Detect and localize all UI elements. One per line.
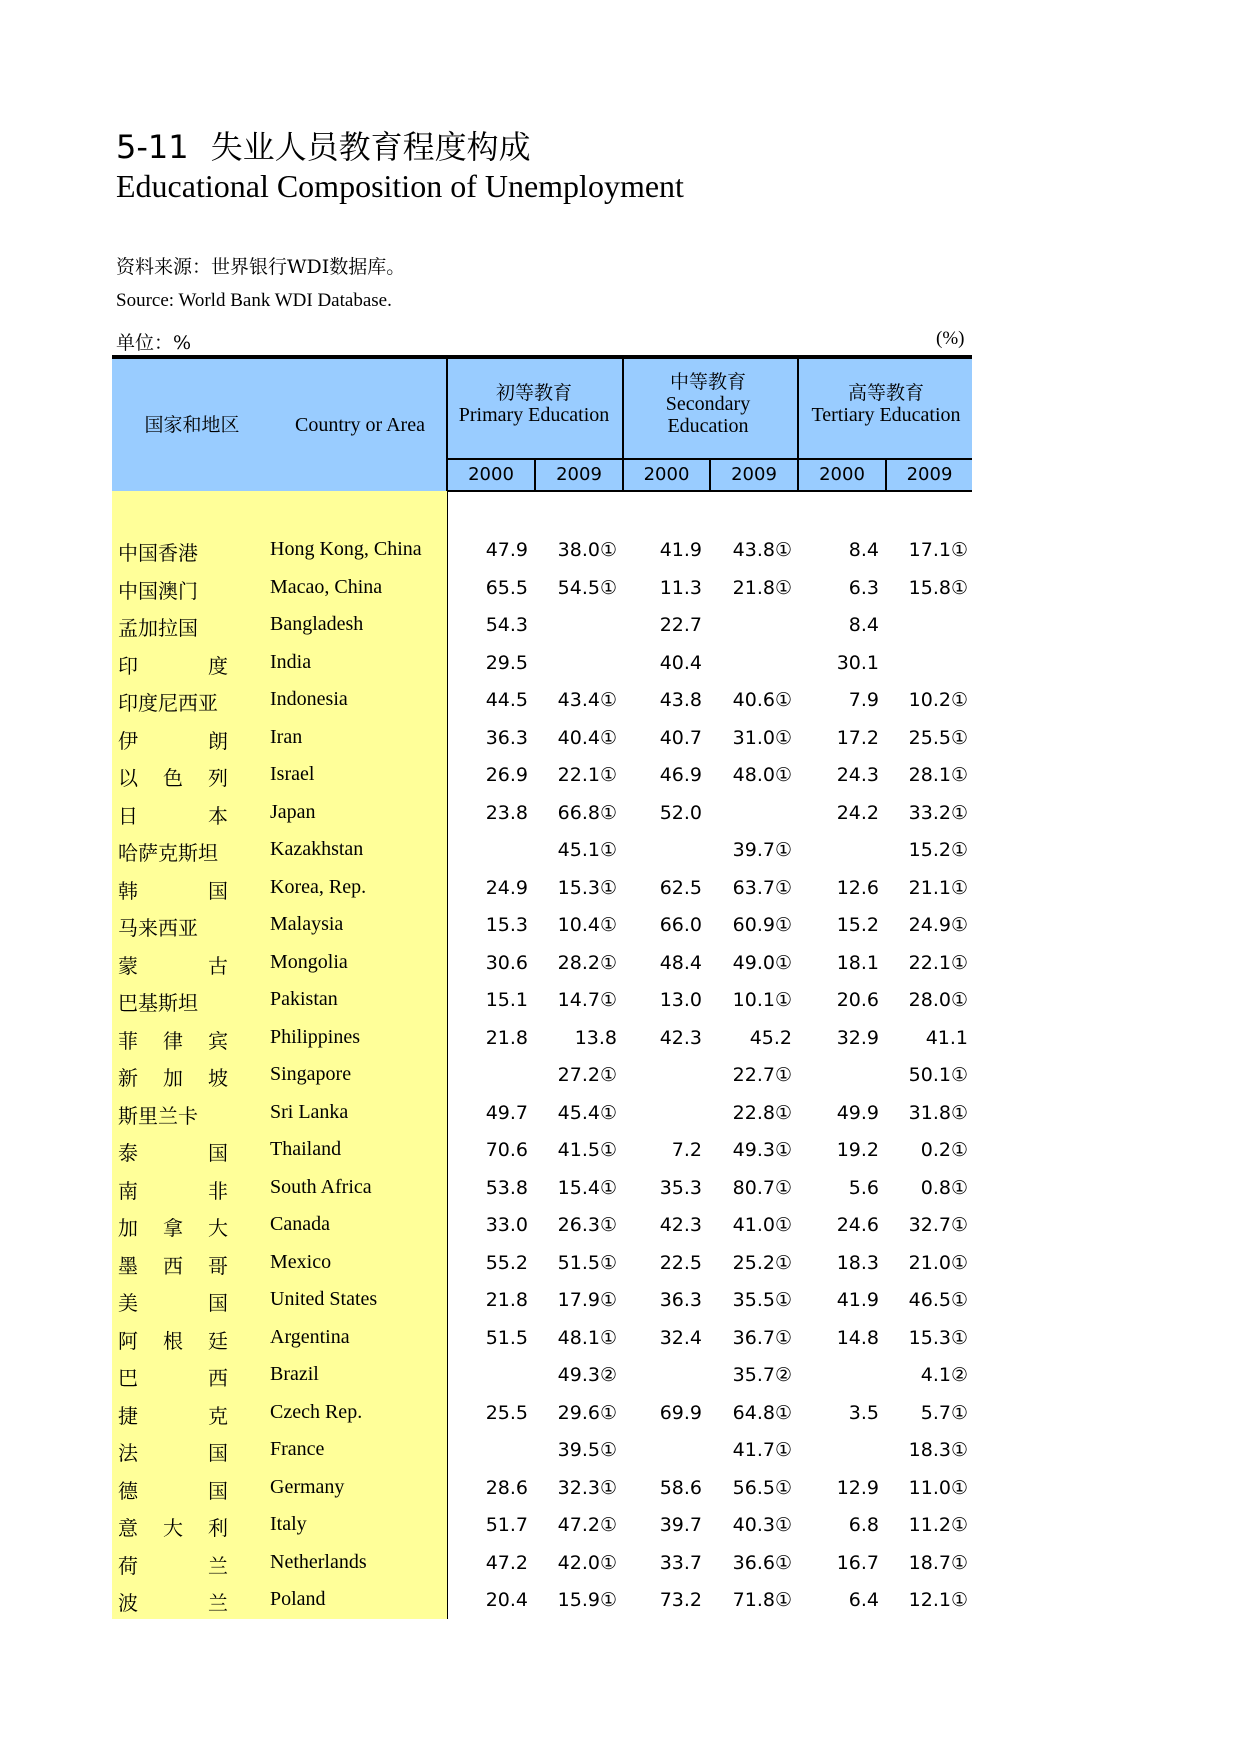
table-row — [112, 1131, 972, 1168]
value-cell: 15.2 — [836, 914, 879, 936]
value-cell: 17.1① — [908, 539, 968, 561]
table-row — [112, 1319, 972, 1356]
value-cell: 40.4① — [557, 726, 617, 749]
year-secondary-2000: 2000 — [643, 464, 690, 485]
value-cell: 22.5 — [659, 1251, 702, 1274]
country-name-cn: 美 国 — [118, 1291, 228, 1315]
value-cell: 30.1 — [836, 651, 879, 674]
value-cell: 70.6 — [485, 1139, 528, 1161]
value-cell: 33.0 — [485, 1214, 528, 1236]
value-cell: 12.9 — [836, 1476, 879, 1499]
table-row — [112, 1281, 972, 1318]
value-cell: 26.9 — [485, 764, 528, 786]
value-cell: 31.8① — [908, 1101, 968, 1124]
value-cell: 35.5① — [732, 1289, 792, 1311]
value-cell: 21.8① — [732, 576, 792, 599]
value-cell: 18.3 — [836, 1251, 879, 1274]
value-cell: 51.7 — [485, 1514, 528, 1536]
value-cell: 28.0① — [908, 989, 968, 1011]
value-cell: 46.9 — [659, 764, 702, 786]
value-cell: 25.5① — [908, 726, 968, 749]
table-row — [112, 644, 972, 681]
value-cell: 24.9 — [485, 876, 528, 899]
value-cell: 15.9① — [557, 1589, 617, 1611]
value-cell: 39.5① — [557, 1439, 617, 1461]
year-tertiary-2000: 2000 — [819, 464, 865, 485]
country-name-cn: 日 本 — [118, 803, 228, 828]
value-cell: 28.2① — [557, 951, 617, 974]
value-cell: 15.1 — [485, 989, 528, 1011]
country-name-cn: 德 国 — [118, 1478, 228, 1503]
value-cell: 11.3 — [659, 576, 702, 599]
country-name-en: Philippines — [270, 1025, 361, 1048]
country-name-en: France — [270, 1438, 325, 1460]
value-cell: 71.8① — [732, 1589, 792, 1611]
value-cell: 48.0① — [732, 764, 792, 786]
table-row — [112, 1469, 972, 1506]
value-cell: 10.2① — [908, 689, 968, 711]
value-cell: 64.8① — [732, 1401, 792, 1424]
value-cell: 38.0① — [557, 539, 617, 561]
country-name-en: Mongolia — [270, 950, 348, 973]
value-cell: 56.5① — [732, 1476, 792, 1499]
table-row — [112, 1544, 972, 1581]
country-name-en: Japan — [270, 800, 316, 823]
value-cell: 22.1① — [557, 764, 617, 786]
value-cell: 39.7① — [732, 839, 792, 861]
value-cell: 21.8 — [485, 1289, 528, 1311]
table-row — [112, 906, 972, 943]
value-cell: 62.5 — [659, 876, 702, 899]
value-cell: 33.2① — [908, 801, 968, 824]
value-cell: 41.7① — [732, 1439, 792, 1461]
value-cell: 52.0 — [659, 801, 702, 824]
country-name-en: Sri Lanka — [270, 1100, 349, 1123]
value-cell: 7.9 — [848, 689, 879, 711]
value-cell: 11.2① — [908, 1514, 968, 1536]
table-row — [112, 981, 972, 1018]
header-group-secondary — [632, 371, 784, 437]
value-cell: 66.0 — [659, 914, 702, 936]
value-cell: 18.1 — [836, 951, 879, 974]
country-name-en: India — [270, 650, 312, 673]
country-name-en: Israel — [270, 763, 315, 785]
table-row — [112, 1431, 972, 1468]
country-name-en: Italy — [270, 1513, 307, 1535]
country-name-en: Canada — [270, 1213, 330, 1235]
header-tertiary-en: Tertiary Education — [811, 404, 961, 426]
year-primary-2000: 2000 — [468, 464, 514, 485]
country-name-cn: 加 拿 大 — [118, 1216, 228, 1240]
table-row — [112, 1356, 972, 1393]
country-name-en: Iran — [270, 725, 303, 748]
value-cell: 17.2 — [836, 726, 879, 749]
value-cell: 55.2 — [485, 1251, 528, 1274]
value-cell: 12.6 — [836, 876, 879, 899]
country-name-cn: 南 非 — [118, 1178, 228, 1203]
table-row — [112, 794, 972, 831]
value-cell: 4.1② — [920, 1364, 968, 1386]
country-name-cn: 孟加拉国 — [118, 616, 198, 640]
country-name-cn: 印 度 — [118, 653, 228, 678]
country-name-cn: 墨 西 哥 — [118, 1253, 228, 1278]
value-cell: 15.2① — [908, 839, 968, 861]
value-cell: 20.4 — [485, 1589, 528, 1611]
country-name-en: Thailand — [270, 1138, 342, 1160]
country-name-en: Netherlands — [270, 1550, 367, 1573]
table-row — [112, 719, 972, 756]
value-cell: 42.0① — [557, 1551, 617, 1574]
value-cell: 28.6 — [485, 1476, 528, 1499]
value-cell: 32.3① — [557, 1476, 617, 1499]
country-name-cn: 以 色 列 — [118, 766, 228, 790]
country-name-en: Poland — [270, 1588, 326, 1610]
country-name-en: Macao, China — [270, 575, 383, 598]
country-name-cn: 斯里兰卡 — [118, 1103, 198, 1128]
page-title-en: Educational Composition of Unemployment — [116, 168, 684, 204]
table-row — [112, 606, 972, 643]
page-title-cn — [116, 122, 531, 168]
table-row — [112, 756, 972, 793]
country-name-en: South Africa — [270, 1175, 372, 1198]
value-cell: 40.4 — [659, 651, 702, 674]
country-name-cn: 中国香港 — [118, 541, 198, 565]
value-cell: 24.2 — [836, 801, 879, 824]
country-name-cn: 伊 朗 — [118, 728, 228, 753]
value-cell: 51.5① — [557, 1251, 617, 1274]
country-name-en: United States — [270, 1288, 378, 1310]
header-tertiary-cn: 高等教育 — [847, 382, 924, 404]
value-cell: 22.7 — [659, 614, 702, 636]
value-cell: 19.2 — [836, 1139, 879, 1161]
value-cell: 32.9 — [836, 1026, 879, 1049]
table-row — [112, 1169, 972, 1206]
header-secondary-cn: 中等教育 — [669, 371, 746, 393]
country-name-cn: 蒙 古 — [118, 953, 228, 978]
value-cell: 73.2 — [659, 1589, 702, 1611]
country-name-en: Korea, Rep. — [270, 875, 367, 898]
country-name-cn: 菲 律 宾 — [118, 1028, 228, 1053]
country-name-en: Germany — [270, 1475, 345, 1498]
table-row — [112, 681, 972, 718]
table-row — [112, 1244, 972, 1281]
value-cell: 46.5① — [908, 1289, 968, 1311]
table-row — [112, 1056, 972, 1093]
country-name-en: Singapore — [270, 1063, 352, 1085]
value-cell: 45.2 — [749, 1026, 792, 1049]
value-cell: 33.7 — [659, 1551, 702, 1574]
value-cell: 35.3 — [659, 1176, 702, 1199]
value-cell: 22.1① — [908, 951, 968, 974]
country-name-en: Kazakhstan — [270, 838, 364, 860]
table-row — [112, 1206, 972, 1243]
header-group-tertiary — [802, 382, 970, 426]
unit-label-en: (%) — [936, 328, 965, 349]
year-tertiary-2009: 2009 — [906, 464, 953, 485]
table-row — [112, 1394, 972, 1431]
value-cell: 48.1① — [557, 1326, 617, 1349]
unit-label-cn: 单位：% — [116, 332, 192, 354]
value-cell: 40.6① — [732, 689, 792, 711]
value-cell: 32.4 — [659, 1326, 702, 1349]
value-cell: 43.4① — [557, 689, 617, 711]
value-cell: 47.2① — [557, 1514, 617, 1536]
country-name-cn: 新 加 坡 — [118, 1066, 228, 1090]
value-cell: 32.7① — [908, 1214, 968, 1236]
value-cell: 49.7 — [485, 1101, 528, 1124]
header-primary-cn: 初等教育 — [495, 382, 572, 404]
country-name-cn: 印度尼西亚 — [118, 691, 218, 715]
value-cell: 10.4① — [557, 914, 617, 936]
country-name-en: Indonesia — [270, 688, 348, 710]
value-cell: 18.3① — [908, 1439, 968, 1461]
value-cell: 31.0① — [732, 726, 792, 749]
header-primary-en: Primary Education — [458, 404, 610, 426]
value-cell: 47.2 — [485, 1551, 528, 1574]
value-cell: 3.5 — [848, 1401, 879, 1424]
value-cell: 6.8 — [848, 1514, 879, 1536]
value-cell: 69.9 — [659, 1401, 702, 1424]
country-name-cn: 捷 克 — [118, 1403, 228, 1428]
value-cell: 15.3① — [557, 876, 617, 899]
value-cell: 43.8 — [659, 689, 702, 711]
value-cell: 5.7① — [920, 1401, 968, 1424]
value-cell: 40.3① — [732, 1514, 792, 1536]
value-cell: 0.2① — [920, 1139, 968, 1161]
value-cell: 63.7① — [732, 876, 792, 899]
header-country-en: Country or Area — [295, 414, 425, 436]
title-cn-text: 失业人员教育程度构成 — [210, 128, 531, 166]
value-cell: 65.5 — [485, 576, 528, 599]
value-cell: 13.0 — [659, 989, 702, 1011]
country-name-cn: 马来西亚 — [118, 916, 198, 940]
value-cell: 48.4 — [659, 951, 702, 974]
value-cell: 36.3 — [485, 726, 528, 749]
value-cell: 54.3 — [485, 614, 528, 636]
value-cell: 30.6 — [485, 951, 528, 974]
value-cell: 23.8 — [485, 801, 528, 824]
value-cell: 45.1① — [557, 839, 617, 861]
value-cell: 8.4 — [848, 539, 879, 561]
country-name-cn: 法 国 — [118, 1441, 228, 1465]
header-country-cn: 国家和地区 — [144, 414, 240, 436]
value-cell: 50.1① — [908, 1064, 968, 1086]
table-row — [112, 1094, 972, 1131]
value-cell: 26.3① — [557, 1214, 617, 1236]
value-cell: 6.3 — [848, 576, 879, 599]
value-cell: 21.0① — [908, 1251, 968, 1274]
country-name-en: Hong Kong, China — [270, 538, 422, 560]
value-cell: 10.1① — [732, 989, 792, 1011]
value-cell: 15.3① — [908, 1326, 968, 1349]
table-row — [112, 1019, 972, 1056]
value-cell: 21.8 — [485, 1026, 528, 1049]
value-cell: 18.7① — [908, 1551, 968, 1574]
value-cell: 53.8 — [485, 1176, 528, 1199]
value-cell: 24.6 — [836, 1214, 879, 1236]
value-cell: 66.8① — [557, 801, 617, 824]
table-row — [112, 1506, 972, 1543]
value-cell: 45.4① — [557, 1101, 617, 1124]
value-cell: 51.5 — [485, 1326, 528, 1349]
country-name-cn: 波 兰 — [118, 1591, 228, 1615]
value-cell: 47.9 — [485, 539, 528, 561]
value-cell: 36.3 — [659, 1289, 702, 1311]
value-cell: 0.8① — [920, 1176, 968, 1199]
source-note-cn: 资料来源：世界银行WDI数据库。 — [116, 256, 406, 278]
value-cell: 36.7① — [732, 1326, 792, 1349]
country-name-en: Mexico — [270, 1250, 332, 1273]
value-cell: 29.6① — [557, 1401, 617, 1424]
value-cell: 5.6 — [848, 1176, 879, 1199]
value-cell: 49.3① — [732, 1139, 792, 1161]
value-cell: 24.3 — [836, 764, 879, 786]
value-cell: 15.4① — [557, 1176, 617, 1199]
value-cell: 21.1① — [908, 876, 968, 899]
country-name-en: Pakistan — [270, 988, 338, 1010]
table-row — [112, 869, 972, 906]
table-row — [112, 531, 972, 568]
country-name-cn: 中国澳门 — [118, 578, 198, 603]
value-cell: 27.2① — [557, 1064, 617, 1086]
value-cell: 49.3② — [557, 1364, 617, 1386]
table-row — [112, 569, 972, 606]
value-cell: 60.9① — [732, 914, 792, 936]
value-cell: 41.9 — [836, 1289, 879, 1311]
year-primary-2009: 2009 — [556, 464, 602, 485]
value-cell: 16.7 — [836, 1551, 879, 1574]
value-cell: 8.4 — [848, 614, 879, 636]
value-cell: 6.4 — [848, 1589, 879, 1611]
value-cell: 13.8 — [574, 1026, 617, 1049]
value-cell: 28.1① — [908, 764, 968, 786]
value-cell: 15.3 — [485, 914, 528, 936]
value-cell: 49.0① — [732, 951, 792, 974]
value-cell: 41.1 — [925, 1026, 968, 1049]
header-group-primary — [448, 382, 620, 426]
value-cell: 14.7① — [557, 989, 617, 1011]
country-name-cn: 阿 根 廷 — [118, 1328, 228, 1353]
value-cell: 36.6① — [732, 1551, 792, 1574]
value-cell: 54.5① — [557, 576, 617, 599]
country-name-cn: 荷 兰 — [118, 1553, 228, 1578]
value-cell: 44.5 — [485, 689, 528, 711]
country-name-en: Malaysia — [270, 913, 344, 935]
value-cell: 42.3 — [659, 1026, 702, 1049]
country-name-cn: 巴 西 — [118, 1366, 228, 1390]
country-name-cn: 意 大 利 — [118, 1516, 228, 1540]
value-cell: 20.6 — [836, 989, 879, 1011]
value-cell: 22.7① — [732, 1064, 792, 1086]
country-name-en: Brazil — [270, 1363, 319, 1385]
header-secondary-en: Secondary Education — [665, 393, 751, 437]
value-cell: 24.9① — [908, 914, 968, 936]
value-cell: 7.2 — [671, 1139, 702, 1161]
table-row — [112, 831, 972, 868]
country-name-cn: 巴基斯坦 — [118, 991, 198, 1015]
value-cell: 17.9① — [557, 1289, 617, 1311]
value-cell: 42.3 — [659, 1214, 702, 1236]
value-cell: 25.5 — [485, 1401, 528, 1424]
value-cell: 41.9 — [659, 539, 702, 561]
country-name-cn: 哈萨克斯坦 — [118, 841, 218, 865]
value-cell: 80.7① — [732, 1176, 792, 1199]
value-cell: 58.6 — [659, 1476, 702, 1499]
table-number: 5-11 — [116, 128, 189, 166]
value-cell: 40.7 — [659, 726, 702, 749]
country-name-en: Czech Rep. — [270, 1400, 363, 1423]
country-name-en: Bangladesh — [270, 613, 364, 635]
value-cell: 22.8① — [732, 1101, 792, 1124]
year-secondary-2009: 2009 — [731, 464, 777, 485]
value-cell: 41.5① — [557, 1139, 617, 1161]
value-cell: 12.1① — [908, 1589, 968, 1611]
value-cell: 49.9 — [836, 1101, 879, 1124]
value-cell: 11.0① — [908, 1476, 968, 1499]
value-cell: 15.8① — [908, 576, 968, 599]
value-cell: 35.7② — [732, 1364, 792, 1386]
table-row — [112, 1581, 972, 1618]
country-name-cn: 韩 国 — [118, 878, 228, 903]
value-cell: 25.2① — [732, 1251, 792, 1274]
country-name-en: Argentina — [270, 1325, 350, 1348]
table-row — [112, 944, 972, 981]
value-cell: 14.8 — [836, 1326, 879, 1349]
source-note-en: Source: World Bank WDI Database. — [116, 290, 392, 311]
country-name-cn: 泰 国 — [118, 1141, 228, 1165]
value-cell: 29.5 — [485, 651, 528, 674]
value-cell: 41.0① — [732, 1214, 792, 1236]
value-cell: 43.8① — [732, 539, 792, 561]
value-cell: 39.7 — [659, 1514, 702, 1536]
